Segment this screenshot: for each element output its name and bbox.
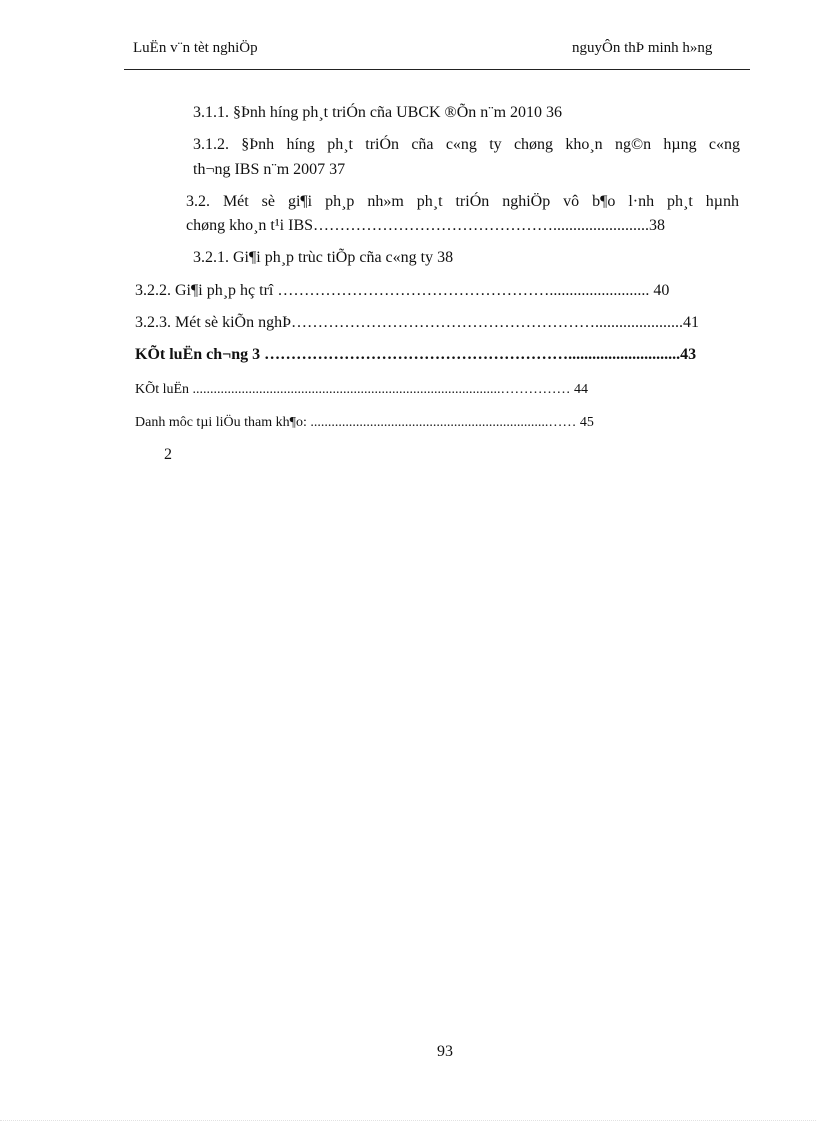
toc-entry-3-2: 3.2. Mét sè gi¶i ph¸p nh»m ph¸t triÓn nghiÖp vô b¶o l·nh ph¸t hµnh xyxy=(186,193,739,210)
toc-entry-3-2-3: 3.2.3. Mét sè kiÕn nghÞ…………………………………………………......................41 xyxy=(135,314,699,331)
header-divider xyxy=(124,69,750,70)
toc-entry-chapter-3-conclusion: KÕt luËn ch¬ng 3 …………………………………………………............................43 xyxy=(135,346,697,363)
toc-entry-number: 2 xyxy=(164,446,172,463)
toc-entry-3-2-2: 3.2.2. Gi¶i ph¸p hç trî ……………………………………………......................... 40 xyxy=(135,282,670,299)
toc-entry-3-1-1: 3.1.1. §Þnh híng ph¸t triÓn cña UBCK ®Õn n¨m 2010 36 xyxy=(193,104,563,121)
header-author-name: nguyÔn thÞ minh h»ng xyxy=(572,40,713,56)
toc-entry-references: Danh môc tµi liÖu tham kh¶o: ....................................................................…… 45 xyxy=(135,415,594,430)
page-bottom-edge xyxy=(0,1120,816,1121)
page-number: 93 xyxy=(437,1043,453,1060)
toc-entry-3-2-1: 3.2.1. Gi¶i ph¸p trùc tiÕp cña c«ng ty 38 xyxy=(193,249,454,266)
toc-entry-conclusion: KÕt luËn ........................................................................................…………… 44 xyxy=(135,382,589,397)
toc-entry-3-2-continued: chøng kho¸n t¹i IBS………………………………………........................38 xyxy=(186,217,666,234)
header-thesis-title: LuËn v¨n tèt nghiÖp xyxy=(133,40,258,56)
toc-entry-3-1-2: 3.1.2. §Þnh híng ph¸t triÓn cña c«ng ty chøng kho¸n ng©n hµng c«ng xyxy=(193,136,740,153)
toc-entry-3-1-2-continued: th¬ng IBS n¨m 2007 37 xyxy=(193,161,346,178)
